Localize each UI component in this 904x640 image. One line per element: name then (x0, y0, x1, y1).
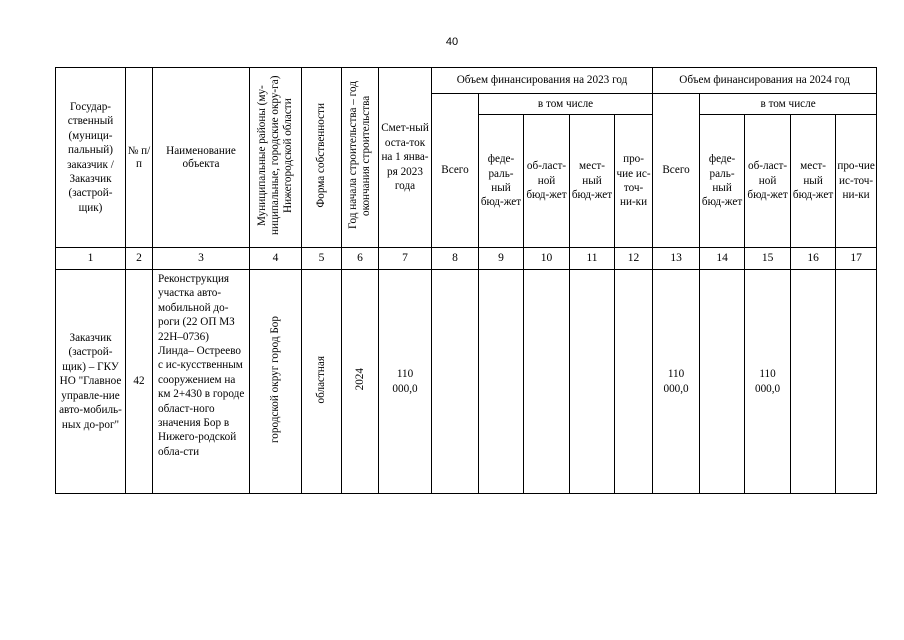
column-number-row (56, 248, 877, 270)
column-number: 2 (126, 248, 153, 270)
header-including-2024: в том числе (700, 94, 877, 115)
row-federal-2024 (700, 270, 745, 494)
header-estimate: Смет-ный оста-ток на 1 янва-ря 2023 года (379, 68, 432, 248)
header-num: № п/п (126, 68, 153, 248)
header-total-2023: Всего (432, 94, 479, 248)
header-ownership-cell (302, 68, 342, 248)
row-other-2023 (615, 270, 653, 494)
header-districts-cell (250, 68, 302, 248)
header-local-2023: мест-ный бюд-жет (570, 115, 615, 248)
column-number: 6 (342, 248, 379, 270)
header-customer: Государ-ственный (муници-пальный) заказчик / Заказчик (застрой-щик) (56, 68, 126, 248)
column-number: 14 (700, 248, 745, 270)
header-years: Год начала строительства – год окончания строительства (347, 81, 372, 230)
row-object-name: Реконструкция участка авто-мобильной до-роги (22 ОП МЗ 22Н–0736) Линда– Остреево с ис-кусственным сооружением на км 2+430 в городе област-ного значения Бор в Нижего-родской обла-сти (153, 270, 250, 494)
header-ownership: Форма собственности (315, 103, 327, 208)
column-number: 3 (153, 248, 250, 270)
column-number: 10 (524, 248, 570, 270)
header-including-2023: в том числе (479, 94, 653, 115)
row-total-2023 (432, 270, 479, 494)
header-object-name: Наименование объекта (153, 68, 250, 248)
header-fin-2024: Объем финансирования на 2024 год (653, 68, 877, 94)
header-regional-2023: об-ласт-ной бюд-жет (524, 115, 570, 248)
header-fin-2023: Объем финансирования на 2023 год (432, 68, 653, 94)
table-row (56, 270, 877, 494)
column-number: 13 (653, 248, 700, 270)
header-total-2024: Всего (653, 94, 700, 248)
column-number: 5 (302, 248, 342, 270)
row-num: 42 (126, 270, 153, 494)
header-regional-2024: об-ласт-ной бюд-жет (745, 115, 791, 248)
row-other-2024 (836, 270, 877, 494)
row-total-2024: 110 000,0 (653, 270, 700, 494)
column-number: 9 (479, 248, 524, 270)
column-number: 15 (745, 248, 791, 270)
row-federal-2023 (479, 270, 524, 494)
column-number: 12 (615, 248, 653, 270)
column-number: 11 (570, 248, 615, 270)
page-number: 40 (445, 36, 459, 48)
header-federal-2024: феде-раль-ный бюд-жет (700, 115, 745, 248)
column-number: 1 (56, 248, 126, 270)
column-number: 7 (379, 248, 432, 270)
column-number: 17 (836, 248, 877, 270)
column-number: 4 (250, 248, 302, 270)
header-years-cell (342, 68, 379, 248)
financing-table (55, 67, 877, 494)
header-federal-2023: феде-раль-ный бюд-жет (479, 115, 524, 248)
row-local-2024 (791, 270, 836, 494)
row-estimate: 110 000,0 (379, 270, 432, 494)
header-districts: Муниципальные районы (му-ниципальные, городские окру-га) Нижегородской области (256, 75, 294, 236)
row-district-cell (250, 270, 302, 494)
row-ownership-cell (302, 270, 342, 494)
column-number: 8 (432, 248, 479, 270)
row-years: 2024 (353, 368, 366, 391)
header-other-2023: про-чие ис-точ-ни-ки (615, 115, 653, 248)
row-ownership: областная (315, 355, 327, 404)
row-customer: Заказчик (застрой-щик) – ГКУ НО "Главное управле-ние авто-мобиль-ных до-рог" (56, 270, 126, 494)
row-years-cell (342, 270, 379, 494)
header-local-2024: мест-ный бюд-жет (791, 115, 836, 248)
row-regional-2023 (524, 270, 570, 494)
header-other-2024: про-чие ис-точ-ни-ки (836, 115, 877, 248)
row-local-2023 (570, 270, 615, 494)
column-number: 16 (791, 248, 836, 270)
row-district: городской округ город Бор (269, 316, 281, 443)
row-regional-2024: 110 000,0 (745, 270, 791, 494)
